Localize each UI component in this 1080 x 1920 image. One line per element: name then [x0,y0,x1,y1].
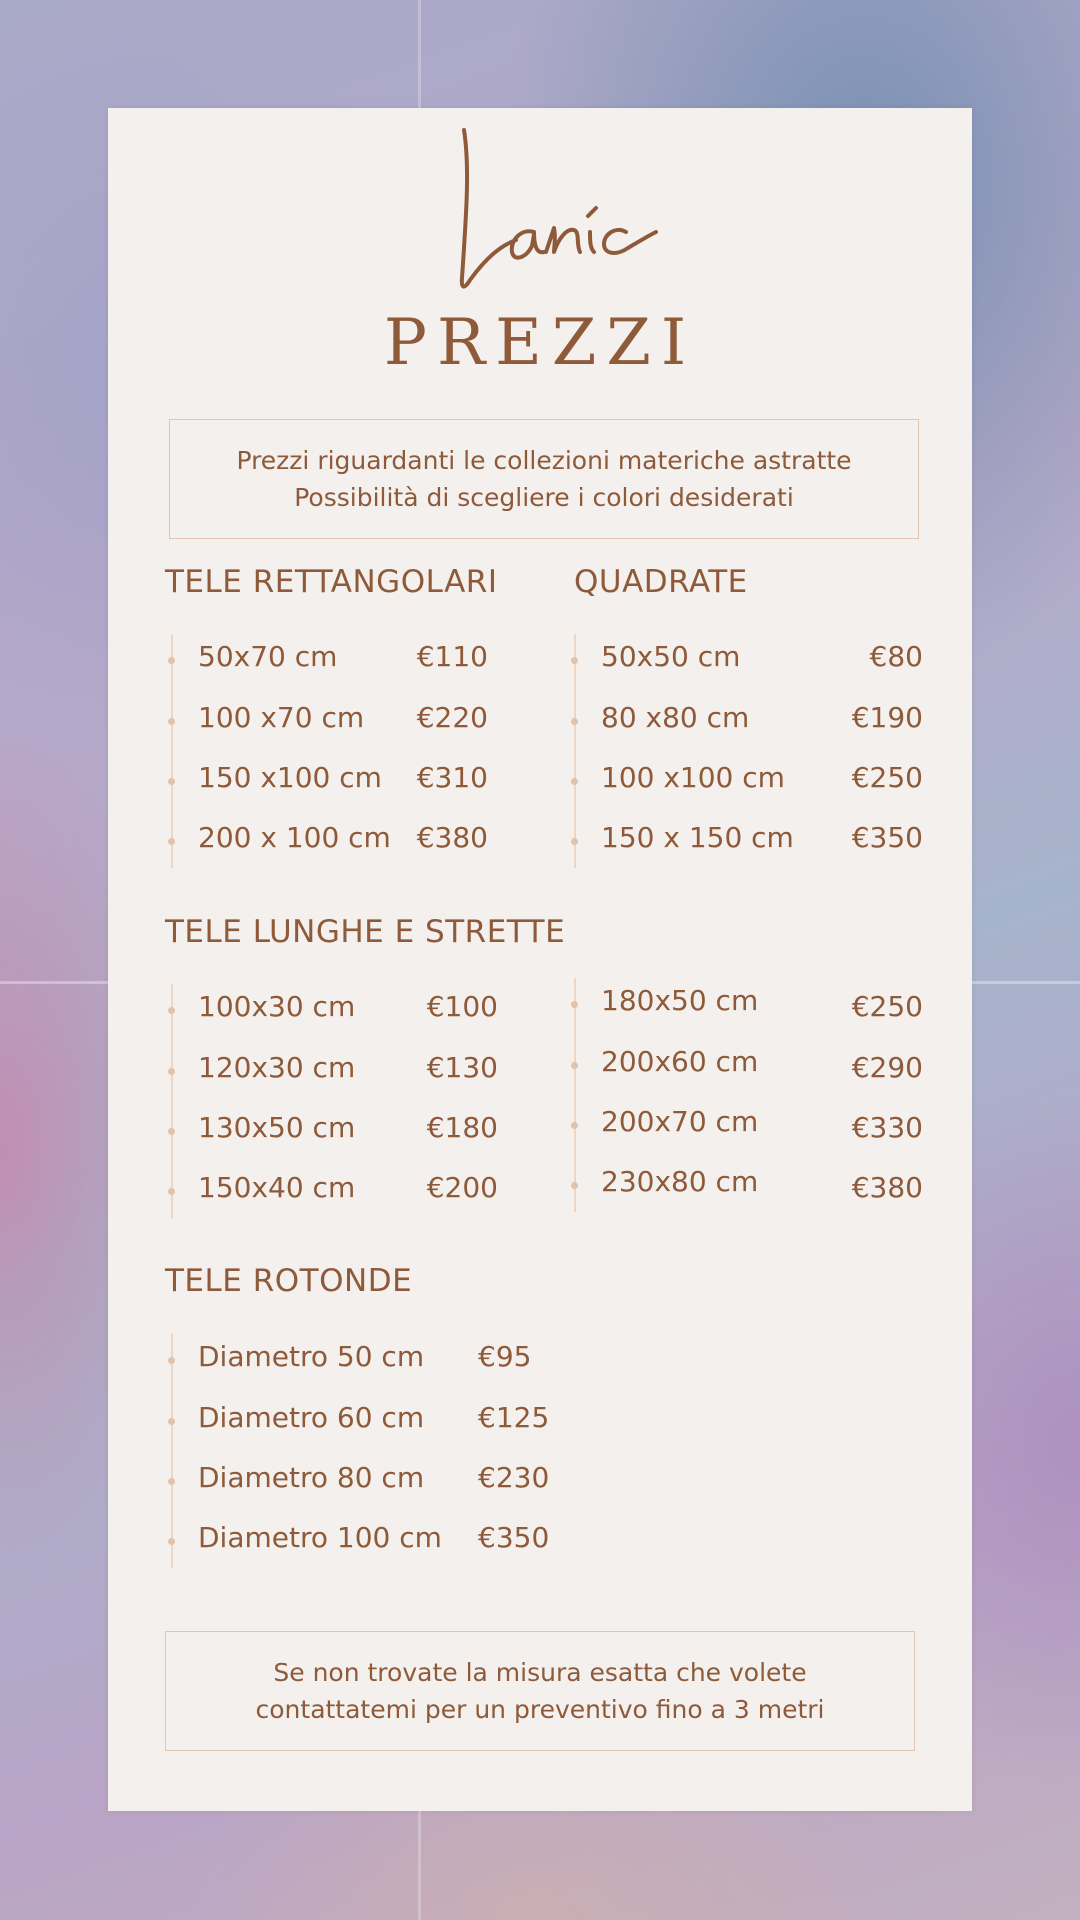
list-rotonde [168,1334,566,1568]
size-label: 130x50 cm [198,1111,356,1144]
size-label: 150x40 cm [198,1171,356,1204]
price-label: €130 [426,1051,498,1084]
list-item [571,1105,923,1145]
list-item [571,1045,923,1085]
bullet-dot [571,1062,578,1069]
size-label: 150 x100 cm [198,761,382,794]
list-item [571,984,923,1024]
list-lunghe-left [168,984,498,1218]
heading-lunghe: TELE LUNGHE E STRETTE [165,914,566,950]
heading-rotonde: TELE ROTONDE [165,1263,413,1299]
price-label: €230 [478,1461,550,1494]
price-label: €180 [426,1111,498,1144]
price-label: €110 [416,640,488,673]
bullet-dot [571,1182,578,1189]
list-item [168,1171,498,1211]
list-lunghe-right [571,978,923,1212]
bullet-dot [571,657,578,664]
bullet-dot [168,1478,175,1485]
price-label: €220 [416,701,488,734]
heading-quadrate: QUADRATE [574,564,748,600]
bullet-dot [168,1188,175,1195]
footer-note [165,1631,915,1751]
bullet-dot [168,1128,175,1135]
price-label: €190 [851,701,923,734]
size-label: 50x50 cm [601,640,741,673]
page-title: PREZZI [383,306,697,380]
price-label: €350 [851,821,923,854]
list-item [168,1111,498,1151]
bullet-dot [571,718,578,725]
list-item [571,1165,923,1205]
size-label: 200x60 cm [601,1045,759,1078]
bullet-dot [168,1068,175,1075]
list-quadrate [571,634,923,868]
price-label: €125 [478,1401,550,1434]
price-label: €80 [869,640,923,673]
size-label: Diametro 80 cm [198,1461,425,1494]
list-rettangolari [168,634,488,868]
bullet-dot [168,1418,175,1425]
size-label: 100x30 cm [198,990,356,1023]
footer-line-1: Se non trovate la misura esatta che volete [273,1658,807,1687]
price-label: €350 [478,1521,550,1554]
bullet-dot [168,838,175,845]
bullet-dot [168,657,175,664]
size-label: 200x70 cm [601,1105,759,1138]
bullet-dot [168,1007,175,1014]
lanic-logo [108,128,972,308]
size-label: 100 x100 cm [601,761,785,794]
bullet-dot [168,778,175,785]
size-label: Diametro 100 cm [198,1521,442,1554]
list-item [168,701,488,741]
intro-line-2: Possibilità di scegliere i colori desiderati [294,483,794,512]
price-label: €250 [851,990,923,1023]
price-label: €95 [478,1340,532,1373]
size-label: 50x70 cm [198,640,338,673]
list-item [168,990,498,1030]
list-item [571,701,923,741]
list-item [168,1340,566,1380]
price-label: €100 [426,990,498,1023]
heading-rettangolari: TELE RETTANGOLARI [165,564,498,600]
bullet-dot [168,1357,175,1364]
intro-line-1: Prezzi riguardanti le collezioni materiche astratte [236,446,852,475]
list-item [168,761,488,801]
price-label: €250 [851,761,923,794]
list-item [168,640,488,680]
price-label: €310 [416,761,488,794]
size-label: 120x30 cm [198,1051,356,1084]
size-label: 230x80 cm [601,1165,759,1198]
bullet-dot [168,1538,175,1545]
bullet-dot [571,1001,578,1008]
size-label: Diametro 50 cm [198,1340,425,1373]
list-item [168,1461,566,1501]
bullet-dot [571,1122,578,1129]
list-item [571,821,923,861]
list-item [168,1051,498,1091]
price-label: €330 [851,1111,923,1144]
intro-note [169,419,919,539]
list-item [168,1521,566,1561]
footer-line-2: contattatemi per un preventivo fino a 3 metri [255,1695,825,1724]
size-label: 100 x70 cm [198,701,365,734]
size-label: 80 x80 cm [601,701,750,734]
price-label: €380 [851,1171,923,1204]
list-item [571,640,923,680]
size-label: 180x50 cm [601,984,759,1017]
price-label: €380 [416,821,488,854]
size-label: 200 x 100 cm [198,821,391,854]
list-item [571,761,923,801]
price-card [108,108,972,1811]
list-item [168,1401,566,1441]
price-label: €290 [851,1051,923,1084]
size-label: 150 x 150 cm [601,821,794,854]
size-label: Diametro 60 cm [198,1401,425,1434]
bullet-dot [571,838,578,845]
list-item [168,821,488,861]
price-label: €200 [426,1171,498,1204]
bullet-dot [571,778,578,785]
bullet-dot [168,718,175,725]
